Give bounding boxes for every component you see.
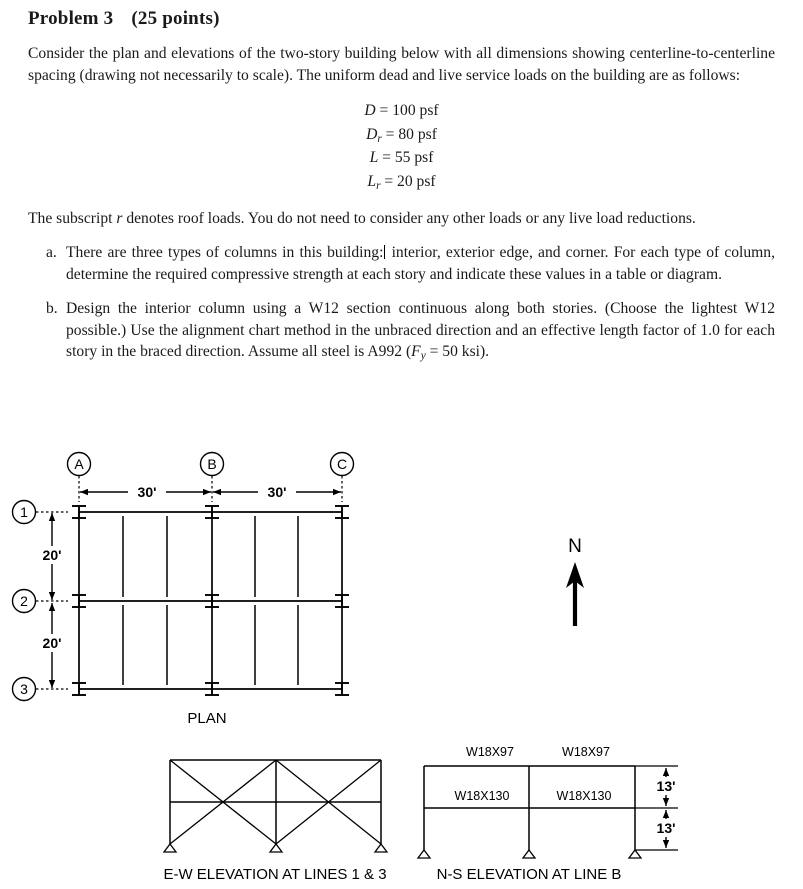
plan-bay-depth-label: 20'	[42, 547, 62, 563]
pin-support	[164, 844, 176, 852]
plan-dim-depth-1	[34, 513, 70, 600]
grid-bubble-label: B	[207, 456, 217, 472]
grid-bubble-2	[13, 590, 69, 613]
list-item-text-a2: interior, exterior edge, and corner. For each type of column, determine the required compressive strength at each story and indicate these values in a table or diagram.	[66, 244, 776, 283]
grid-bubble-label: 1	[20, 504, 28, 520]
load-symbol: L	[367, 172, 377, 190]
load-value: 20	[397, 172, 413, 190]
plan-bay-depth-label: 20'	[42, 635, 62, 651]
note-symbol-r: r	[116, 209, 123, 227]
list-item	[28, 298, 775, 365]
problem-document	[0, 0, 803, 365]
grid-bubble-label: 2	[20, 593, 28, 609]
plan-caption: PLAN	[187, 710, 227, 727]
plan-drawing	[13, 453, 354, 728]
load-value: 55	[394, 149, 411, 167]
figures-area	[0, 440, 803, 889]
load-value: 80	[398, 125, 414, 143]
ns-story-height-label: 13'	[656, 778, 676, 794]
engineering-drawings	[0, 440, 803, 889]
load-unit: psf	[416, 172, 436, 190]
grid-bubble-1	[13, 501, 69, 524]
load-unit: psf	[417, 125, 437, 143]
load-symbol: D	[364, 102, 376, 120]
ns-roof-beam-label: W18X97	[466, 745, 514, 759]
ns-story-dims	[635, 766, 682, 850]
load-subscript: r	[376, 180, 381, 193]
note-after: denotes roof loads. You do not need to consider any other loads or any live load reductions.	[122, 209, 696, 227]
load-unit: psf	[414, 149, 434, 167]
grid-bubble-label: A	[74, 456, 84, 472]
page-title	[28, 8, 803, 30]
load-relation: =	[385, 125, 395, 143]
load-equation-row	[0, 124, 803, 148]
grid-bubble-label: 3	[20, 681, 28, 697]
plan-dim-bay-2	[213, 483, 341, 501]
load-relation: =	[379, 102, 389, 120]
ns-elevation-drawing	[418, 745, 682, 883]
intro-paragraph: Consider the plan and elevations of the two-story building below with all dimensions showing centerline-to-centerline spacing (drawing not necessarily to scale). The uniform dead and live service loads on the building are as follows:	[28, 45, 775, 84]
load-equation-row	[0, 147, 803, 171]
load-subscript: r	[377, 132, 382, 145]
grid-bubble-C	[331, 453, 354, 503]
inline-math-value: 50	[442, 343, 458, 361]
load-unit: psf	[419, 102, 439, 120]
grid-bubble-3	[13, 678, 69, 701]
ns-elevation-caption: N-S ELEVATION AT LINE B	[436, 866, 622, 883]
ew-elevation-caption: E-W ELEVATION AT LINES 1 & 3	[163, 866, 387, 883]
roof-load-note	[28, 208, 775, 230]
plan-bay-width-label: 30'	[267, 484, 287, 500]
ns-roof-beam-label: W18X97	[562, 745, 610, 759]
list-item-marker: a.	[46, 244, 57, 262]
load-symbol: D	[366, 125, 378, 143]
pin-support	[375, 844, 387, 852]
plan-dim-bay-1	[80, 483, 211, 501]
question-list	[28, 242, 775, 365]
load-relation: =	[382, 149, 391, 167]
load-equation-row	[0, 100, 803, 124]
problem-heading: Problem 3	[28, 8, 114, 29]
grid-bubble-label: C	[336, 456, 348, 472]
ew-supports	[164, 844, 387, 852]
problem-points: (25 points)	[131, 8, 220, 29]
list-item-text-b2: ).	[479, 343, 490, 361]
inline-math-relation: =	[429, 343, 439, 361]
ns-floor-beam-label: W18X130	[556, 789, 612, 803]
grid-bubble-B	[201, 453, 224, 503]
list-item-text-a1: There are three types of columns in this building:	[66, 244, 384, 262]
ns-story-height-label: 13'	[656, 820, 676, 836]
ns-supports	[418, 850, 641, 858]
ew-elevation-drawing	[163, 760, 387, 883]
inline-math-symbol: F	[411, 343, 421, 361]
load-equations	[0, 100, 803, 195]
plan-girders-horizontal	[79, 512, 342, 689]
north-arrow	[566, 536, 584, 626]
load-relation: =	[384, 172, 394, 190]
inline-math-subscript: y	[420, 350, 426, 363]
list-item-text-b1: Design the interior column using a W12 section continuous along both stories. (Choose the lightest W12 possible.) Use the alignment chart method in the unbraced direction and an effective length factor of 1.0 for each story in the braced direction. Assume all steel is A992 (	[66, 300, 775, 361]
load-symbol: L	[369, 149, 379, 167]
plan-bay-width-label: 30'	[137, 484, 157, 500]
pin-support	[418, 850, 430, 858]
note-before: The subscript	[28, 209, 117, 227]
grid-bubble-A	[68, 453, 91, 503]
list-item	[28, 242, 775, 285]
pin-support	[270, 844, 282, 852]
ns-floor-beam-label: W18X130	[454, 789, 510, 803]
pin-support	[523, 850, 535, 858]
pin-support	[629, 850, 641, 858]
load-equation-row	[0, 171, 803, 195]
plan-dim-depth-2	[34, 603, 70, 688]
inline-math-unit: ksi	[461, 343, 480, 361]
list-item-marker: b.	[46, 300, 58, 318]
north-arrow-label: N	[568, 536, 582, 557]
load-value: 100	[392, 102, 416, 120]
